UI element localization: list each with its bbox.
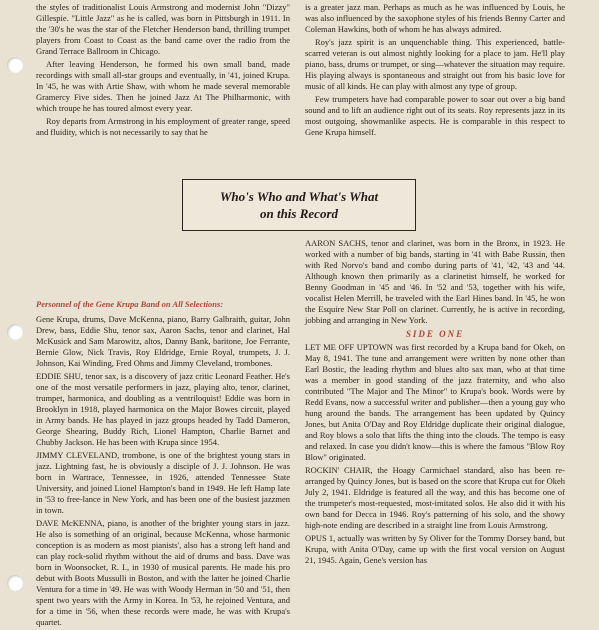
paragraph: the styles of traditionalist Louis Armstrong and modernist John "Dizzy" Gillespie. "Little Jazz" as he is called, was born in Pittsburgh in 1911. In the '30's he was the star of the Fletcher Henderson band, thrilling trumpet players from Coast to Coast as the band came over the radio from the Grand Terrace Ballroom in Chicago. [36,2,290,56]
personnel-heading: Personnel of the Gene Krupa Band on All Selections: [36,299,224,309]
paragraph-jimmy-cleveland: JIMMY CLEVELAND, trombone, is one of the brightest young stars in jazz. Lightning fast, he is obviously a disciple of J. J. Johnson. He was born in Wartrace, Tennessee, in 1926, attended Tennessee State University, and joined Lionel Hampton's band in 1949. He left Hamp late in '53 to free-lance in New York, and has been one of the busiest jazzmen in town. [36,450,290,515]
binder-hole [7,57,23,73]
paragraph: is a greater jazz man. Perhaps as much as he was influenced by Louis, he was also influenced by the saxophone styles of his friends Benny Carter and Coleman Hawkins, both of whom he has always admired. [305,2,565,34]
section-heading-box [182,179,416,231]
column-right-top [305,2,565,140]
paragraph: Roy's jazz spirit is an unquenchable thing. This experienced, battle-scarred veteran is out almost nightly looking for a place to jam. He'll play piano, bass, drums or trumpet, or sing—whatever the situation may require. His playing always is spontaneous and straight out from his basic love for music of all kinds. He can play with almost any type of group. [305,37,565,91]
paragraph: Roy departs from Armstrong in his employment of greater range, speed and fluidity, which is not necessarily to say that he [36,116,290,137]
column-left-top [36,2,290,140]
paragraph: After leaving Henderson, he formed his own small band, made recordings with small all-star groups and eventually, in '41, joined Krupa. In '45, he was with Artie Shaw, with whom he made several memorable Gramercy Five sides. Then he joined Jazz At The Philharmonic, with which troupe he has toured almost every year. [36,59,290,113]
personnel-list: Gene Krupa, drums, Dave McKenna, piano, Barry Galbraith, guitar, John Drew, bass, Eddie Shu, tenor sax, Aaron Sachs, tenor and clarinet, Hal McKusick and Sam Marowitz, altos, Danny Bank, baritone, Joe Ferrante, Bernie Glow, Nick Travis, Roy Eldridge, Ernie Royal, trumpets, J. J. Johnson, Kai Winding, Fred Ohms and Jimmy Cleveland, trombones. [36,314,290,368]
paragraph-aaron-sachs: AARON SACHS, tenor and clarinet, was born in the Bronx, in 1923. He worked with a number of big bands, starting in '41 with Babe Russin, then with Red Norvo's band and combo during parts of '41, '42, '43 and '44. Although known then primarily as a clarinetist himself, he worked for Benny Goodman in '45 and '46. In '52 and '53, together with his wife, vocalist Helen Merrill, he traveled with the Earl Hines band. In '45, he won the Esquire New Star Poll on clarinet. Currently, he is active in recording, jobbing and arranging in New York. [305,238,565,325]
side-one-heading: SIDE ONE [405,329,465,339]
section-heading-line1: Who's Who and What's What [219,189,379,204]
paragraph-opus-1: OPUS 1, actually was written by Sy Oliver for the Tommy Dorsey band, but Krupa, with Anita O'Day, came up with the first vocal version on August 21, 1945. Again, Gene's version has [305,533,565,565]
column-right-bottom [305,238,565,568]
column-left-bottom [36,299,290,630]
binder-hole [7,575,23,591]
binder-hole [7,324,23,340]
paragraph-dave-mckenna: DAVE McKENNA, piano, is another of the brighter young stars in jazz. He also is something of an original, because McKenna, whose harmonic conception is as modern as most pianists', also has a strong left hand and can play rock-solid rhythm without the aid of drums and bass. Dave was born in Woonsocket, R. I., in 1930 of musical parents. He made his pro debut with Boots Mussulli in Boston, and with the latter he joined Charlie Ventura for a time in '49. He was with Woody Herman in '50 and '51, then spent two years with the Army in Korea. In '53, he rejoined Ventura, and for a time in '56, when these records were made, he was with Krupa's quartet. [36,518,290,627]
paragraph-let-me-off-uptown: LET ME OFF UPTOWN was first recorded by a Krupa band for Okeh, on May 8, 1941. The tune and arrangement were written by none other than Earl Bostic, the leading rhythm and blues alto sax man, who at that time was a member in good standing of the jazz fraternity, and who also contributed "The Major and The Minor" to Krupa's book. Words were by Redd Evans, now a successful writer and publisher—then a young guy who hung around the bands. The arrangement has been updated by Quincy Jones, but Anita O'Day and Roy Eldridge duplicate their original dialogue, and Roy blows a solo that lifts the thing into the clouds. The tempo is easy and relaxed. In case you didn't know—this is where the famous "Blow Roy Blow" originated. [305,342,565,462]
paragraph-eddie-shu: EDDIE SHU, tenor sax, is a discovery of jazz critic Leonard Feather. He's one of the most versatile performers in jazz, playing alto, tenor, clarinet, trumpet, harmonica, and doubling as a ventriloquist! Eddie was born in Brooklyn in 1918, played harmonica on the Major Bowes circuit, played in Army bands. He has played in jazz groups headed by Tadd Dameron, George Shearing, Buddy Rich, Lionel Hampton, Charlie Barnet and Chubby Jackson. He has been with Krupa since 1954. [36,371,290,447]
section-heading-line2: on this Record [259,206,338,221]
paragraph: Few trumpeters have had comparable power to soar out over a big band sound and to lift an audience right out of its seats. Roy represents jazz in its most outgoing, showmanlike aspects. He is comparable in this respect to Gene Krupa himself. [305,94,565,137]
paragraph-rockin-chair: ROCKIN' CHAIR, the Hoagy Carmichael standard, also has been re-arranged by Quincy Jones, but is based on the score that Krupa cut for Okeh July 2, 1941. Eldridge is featured all the way, and this has become one of the trumpeter's most-requested, most-imitated solos. He also did it with his own band for Decca in 1946. Roy's patterning of his solo, and the showy high-note ending are described in a straight line from Louis Armstrong. [305,465,565,530]
